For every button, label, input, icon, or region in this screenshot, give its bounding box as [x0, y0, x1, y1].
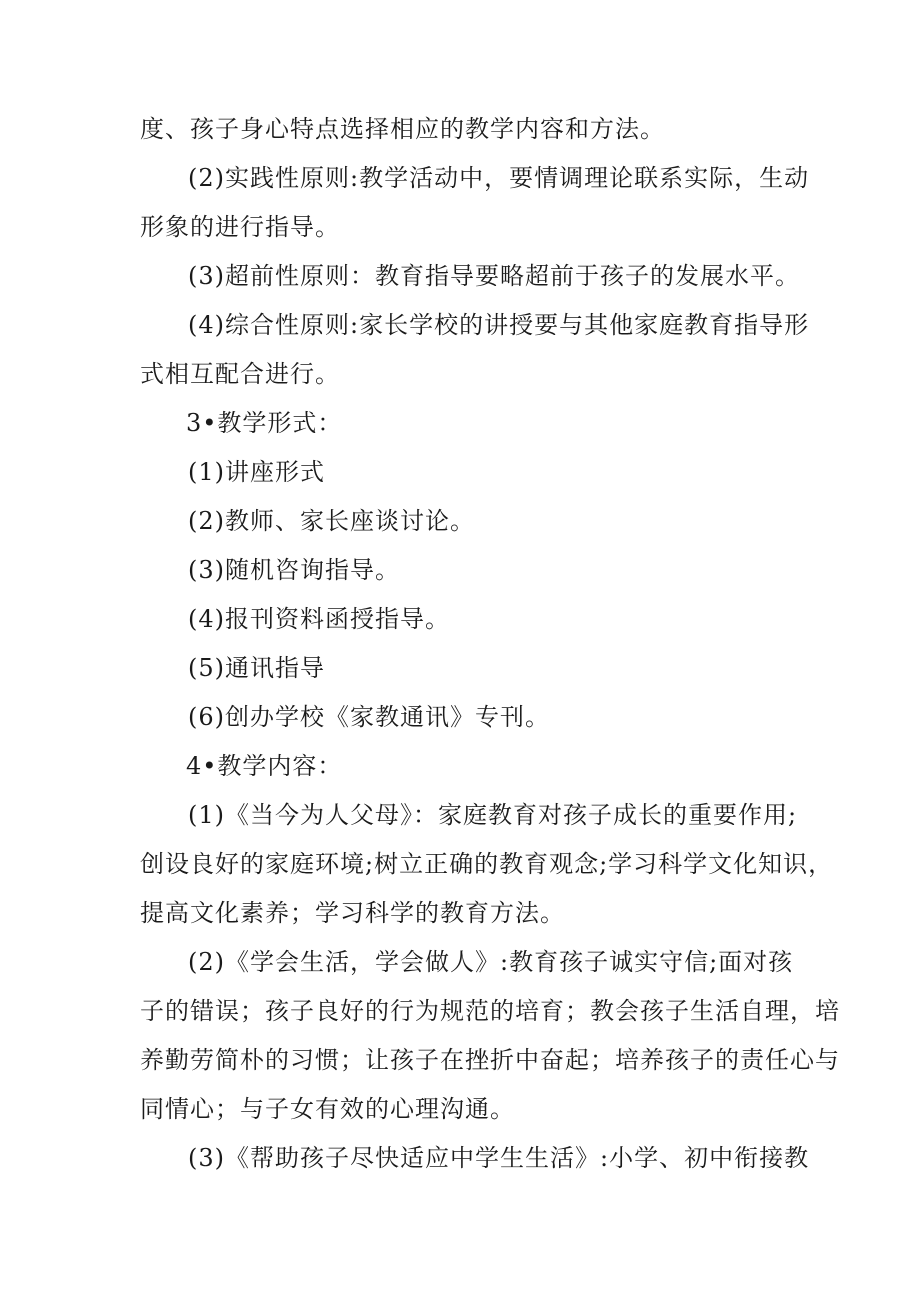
- text-line: (2)实践性原则:教学活动中，要情调理论联系实际，生动: [188, 164, 810, 192]
- section-heading: 3•教学形式：: [186, 409, 343, 437]
- text-line: (1)《当今为人父母》：家庭教育对孩子成长的重要作用;: [188, 801, 798, 829]
- text-line: (3)超前性原则：教育指导要略超前于孩子的发展水平。: [188, 262, 800, 290]
- text-line: 同情心；与子女有效的心理沟通。: [140, 1095, 515, 1123]
- text-line: 养勤劳简朴的习惯；让孩子在挫折中奋起；培养孩子的责任心与: [140, 1046, 840, 1074]
- list-item: (1)讲座形式: [188, 458, 325, 486]
- text-line: 创设良好的家庭环境;树立正确的教育观念;学习科学文化知识，: [140, 850, 834, 878]
- text-line: (4)综合性原则:家长学校的讲授要与其他家庭教育指导形: [188, 311, 810, 339]
- list-item: (4)报刊资料函授指导。: [188, 605, 450, 633]
- list-item: (5)通讯指导: [188, 654, 325, 682]
- section-heading: 4•教学内容：: [186, 752, 343, 780]
- list-item: (6)创办学校《家教通讯》专刊。: [188, 703, 550, 731]
- text-line: 子的错误；孩子良好的行为规范的培育；教会孩子生活自理，培: [140, 997, 840, 1025]
- text-line: (3)《帮助孩子尽快适应中学生生活》:小学、初中衔接教: [188, 1144, 810, 1172]
- list-item: (3)随机咨询指导。: [188, 556, 400, 584]
- text-line: (2)《学会生活，学会做人》:教育孩子诚实守信;面对孩: [188, 948, 794, 976]
- list-item: (2)教师、家长座谈讨论。: [188, 507, 475, 535]
- text-line: 提高文化素养；学习科学的教育方法。: [140, 899, 565, 927]
- text-line: 度、孩子身心特点选择相应的教学内容和方法。: [140, 115, 665, 143]
- text-line: 式相互配合进行。: [140, 360, 340, 388]
- text-line: 形象的进行指导。: [140, 213, 340, 241]
